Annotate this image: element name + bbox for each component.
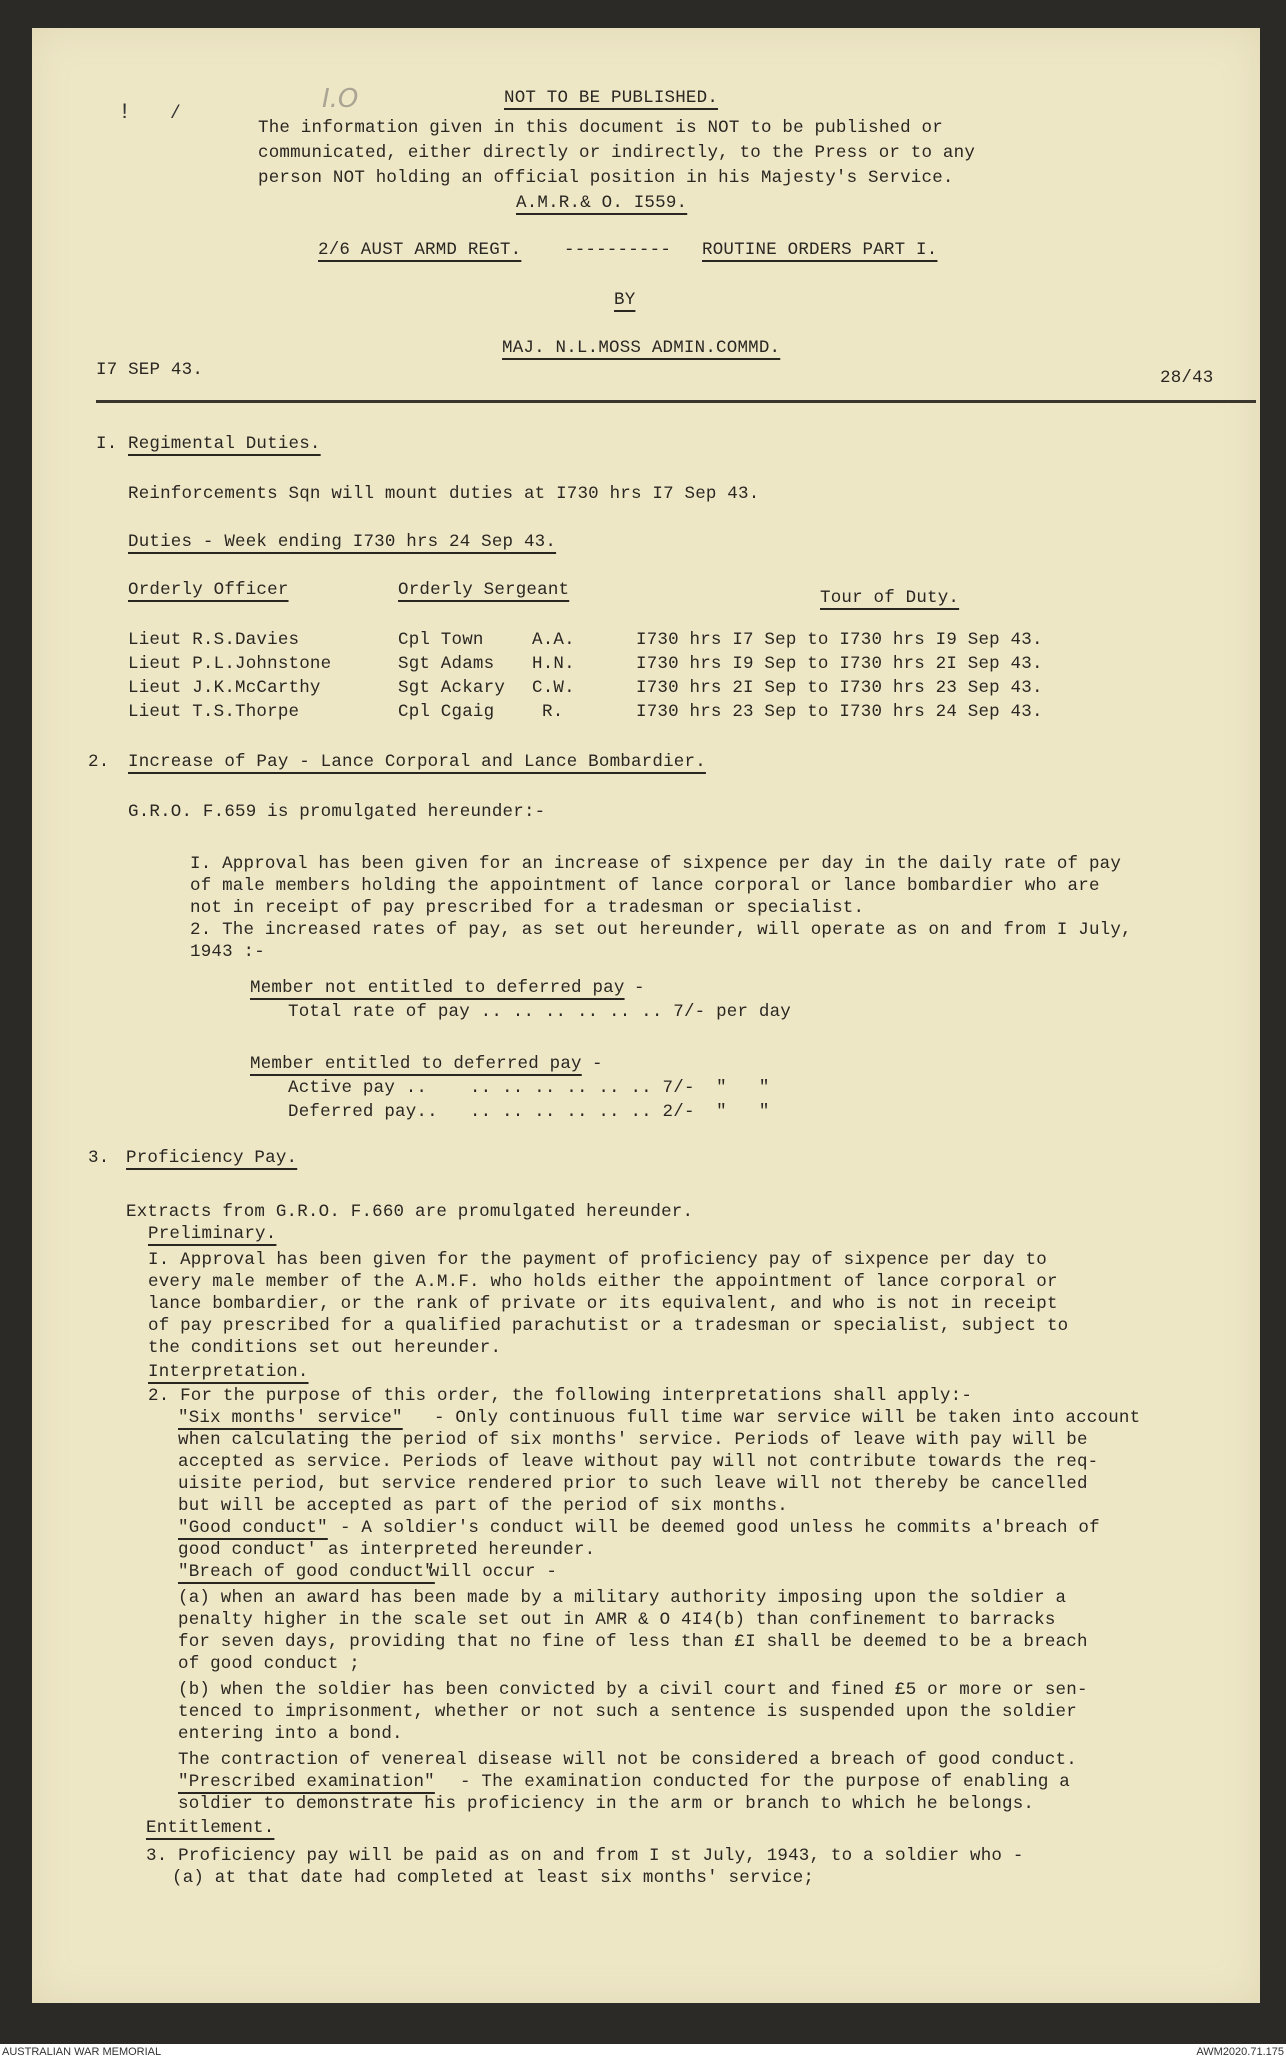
roster-tour: I730 hrs 2I Sep to I730 hrs 23 Sep 43. — [636, 678, 1043, 698]
interpretation-intro: 2. For the purpose of this order, the following interpretations shall apply:- — [148, 1386, 973, 1406]
section3-intro: Extracts from G.R.O. F.660 are promulgated hereunder. — [126, 1202, 694, 1222]
section3-number: 3. — [88, 1148, 110, 1168]
six-months-line: but will be accepted as part of the period of six months. — [178, 1496, 788, 1516]
entitled-heading: Member entitled to deferred pay — [250, 1054, 582, 1074]
entitlement-line: (a) at that date had completed at least six months' service; — [172, 1868, 815, 1888]
section1-number: I. — [96, 434, 118, 454]
column-tour: Tour of Duty. — [820, 588, 960, 608]
preliminary-line: every male member of the A.M.F. who holds either the appointment of lance corporal or — [148, 1272, 1058, 1292]
six-months-line: - Only continuous full time war service will be taken into account — [434, 1408, 1141, 1428]
breach-a-line: penalty higher in the scale set out in AMR & O 4I4(b) than confinement to barracks — [178, 1610, 1056, 1630]
section2-number: 2. — [88, 752, 110, 772]
roster-sergeant: Sgt Adams — [398, 654, 495, 674]
archive-footer — [0, 2044, 1286, 2061]
breach-b-line: entering into a bond. — [178, 1724, 403, 1744]
term-breach: "Breach of good conduct" — [178, 1562, 435, 1582]
term-six-months: "Six months' service" — [178, 1408, 403, 1428]
regulation-ref: A.M.R.& O. I559. — [516, 193, 688, 213]
header-rule — [96, 400, 1256, 403]
good-conduct-line: - A soldier's conduct will be deemed good unless he commits a'breach of — [340, 1518, 1100, 1538]
pencil-annotation: I.O — [322, 84, 359, 114]
roster-officer: Lieut R.S.Davies — [128, 630, 300, 650]
exam-line: - The examination conducted for the purpose of enabling a — [460, 1772, 1070, 1792]
roster-officer: Lieut J.K.McCarthy — [128, 678, 321, 698]
section2-heading: Increase of Pay - Lance Corporal and Lance Bombardier. — [128, 752, 706, 772]
roster-officer: Lieut T.S.Thorpe — [128, 702, 300, 722]
breach-b-line: (b) when the soldier has been convicted by a civil court and fined £5 or more or sen- — [178, 1680, 1088, 1700]
margin-mark: / — [170, 104, 181, 124]
breach-a-line: for seven days, providing that no fine of less than £I shall be deemed to be a breach — [178, 1632, 1088, 1652]
order-date: I7 SEP 43. — [96, 360, 204, 380]
margin-mark: ! — [118, 100, 132, 125]
term-good-conduct: "Good conduct" — [178, 1518, 328, 1538]
good-conduct-line: good conduct' as interpreted hereunder. — [178, 1540, 596, 1560]
breach-intro: will occur - — [418, 1562, 558, 1582]
venereal-line: The contraction of venereal disease will not be considered a breach of good conduct. — [178, 1750, 1077, 1770]
section2-para1-line: of male members holding the appointment of lance corporal or lance bombardier who are — [190, 876, 1100, 896]
not-entitled-heading: Member not entitled to deferred pay — [250, 978, 625, 998]
dash: - — [592, 1054, 603, 1074]
roster-tour: I730 hrs 23 Sep to I730 hrs 24 Sep 43. — [636, 702, 1043, 722]
orders-title: ROUTINE ORDERS PART I. — [702, 240, 938, 260]
active-pay-line: Active pay .. .. .. .. .. .. .. 7/- " " — [288, 1078, 770, 1098]
section1-heading: Regimental Duties. — [128, 434, 321, 454]
duties-week-heading: Duties - Week ending I730 hrs 24 Sep 43. — [128, 532, 557, 552]
term-prescribed-exam: "Prescribed examination" — [178, 1772, 435, 1792]
section2-para1-line: not in receipt of pay prescribed for a tradesman or specialist. — [190, 898, 865, 918]
roster-initials: C.W. — [532, 678, 575, 698]
six-months-line: when calculating the period of six months' service. Periods of leave with pay will be — [178, 1430, 1088, 1450]
exam-line: soldier to demonstrate his proficiency in the arm or branch to which he belongs. — [178, 1794, 1035, 1814]
roster-officer: Lieut P.L.Johnstone — [128, 654, 332, 674]
commander: MAJ. N.L.MOSS ADMIN.COMMD. — [502, 338, 781, 358]
roster-sergeant: Sgt Ackary — [398, 678, 506, 698]
preliminary-heading: Preliminary. — [148, 1224, 277, 1244]
accession-number: AWM2020.71.175 — [1196, 2046, 1284, 2058]
roster-sergeant: Cpl Cgaig — [398, 702, 495, 722]
section2-intro: G.R.O. F.659 is promulgated hereunder:- — [128, 802, 546, 822]
total-rate-line: Total rate of pay .. .. .. .. .. .. 7/- per day — [288, 1002, 791, 1022]
section1-intro: Reinforcements Sqn will mount duties at I730 hrs I7 Sep 43. — [128, 484, 760, 504]
roster-initials: A.A. — [532, 630, 575, 650]
entitlement-heading: Entitlement. — [146, 1818, 275, 1838]
six-months-line: accepted as service. Periods of leave without pay will not contribute towards the req- — [178, 1452, 1099, 1472]
preliminary-line: the conditions set out hereunder. — [148, 1338, 502, 1358]
restriction-line: The information given in this document is NOT to be published or — [258, 118, 943, 138]
restriction-title: NOT TO BE PUBLISHED. — [504, 88, 719, 108]
by-label: BY — [614, 290, 636, 310]
section3-heading: Proficiency Pay. — [126, 1148, 298, 1168]
section2-para2-line: 2. The increased rates of pay, as set out hereunder, will operate as on and from I July, — [190, 920, 1132, 940]
document-page — [32, 28, 1260, 2003]
restriction-line: communicated, either directly or indirectly, to the Press or to any — [258, 143, 976, 163]
roster-initials: H.N. — [532, 654, 575, 674]
restriction-line: person NOT holding an official position in his Majesty's Service. — [258, 168, 954, 188]
breach-a-line: (a) when an award has been made by a military authority imposing upon the soldier a — [178, 1588, 1067, 1608]
unit-name: 2/6 AUST ARMD REGT. — [318, 240, 522, 260]
interpretation-heading: Interpretation. — [148, 1362, 309, 1382]
roster-tour: I730 hrs I9 Sep to I730 hrs 2I Sep 43. — [636, 654, 1043, 674]
section2-para1-line: I. Approval has been given for an increase of sixpence per day in the daily rate of pay — [190, 854, 1122, 874]
breach-a-line: of good conduct ; — [178, 1654, 360, 1674]
deferred-pay-line: Deferred pay.. .. .. .. .. .. .. 2/- " " — [288, 1102, 770, 1122]
header-separator: ---------- — [564, 240, 672, 260]
preliminary-line: of pay prescribed for a qualified parachutist or a tradesman or specialist, subject to — [148, 1316, 1069, 1336]
order-number: 28/43 — [1160, 368, 1214, 388]
institution-label: AUSTRALIAN WAR MEMORIAL — [2, 2046, 162, 2058]
roster-tour: I730 hrs I7 Sep to I730 hrs I9 Sep 43. — [636, 630, 1043, 650]
entitlement-line: 3. Proficiency pay will be paid as on and from I st July, 1943, to a soldier who - — [146, 1846, 1024, 1866]
preliminary-line: lance bombardier, or the rank of private or its equivalent, and who is not in receipt — [148, 1294, 1058, 1314]
column-officer: Orderly Officer — [128, 580, 289, 600]
preliminary-line: I. Approval has been given for the payment of proficiency pay of sixpence per day to — [148, 1250, 1047, 1270]
section2-para2-line: 1943 :- — [190, 942, 265, 962]
roster-initials: R. — [542, 702, 564, 722]
column-sergeant: Orderly Sergeant — [398, 580, 570, 600]
dash: - — [634, 978, 645, 998]
roster-sergeant: Cpl Town — [398, 630, 484, 650]
six-months-line: uisite period, but service rendered prior to such leave will not thereby be cancelled — [178, 1474, 1088, 1494]
breach-b-line: tenced to imprisonment, whether or not such a sentence is suspended upon the soldier — [178, 1702, 1077, 1722]
